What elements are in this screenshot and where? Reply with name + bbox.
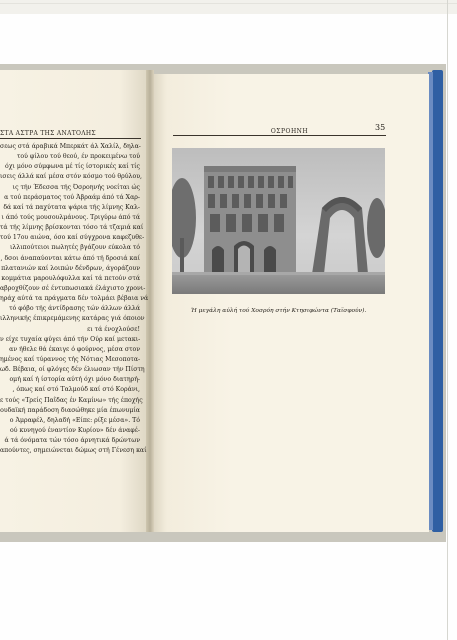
text-line: ηράχ αύτά τα πράγματα δέν τολμάει βέβαια νά xyxy=(0,295,149,303)
text-line: ά τά όνόματα τών τόσο άρνητικά δρώντων xyxy=(4,437,140,445)
text-line: ε τούς «Τρείς Παΐδας έν Καμίνω» τής έποχής xyxy=(0,396,143,404)
left-header-rule xyxy=(0,138,141,139)
text-line: ουδαϊκή παράδοση διασώθηκε μία έπωνυμία xyxy=(0,406,140,414)
scan-right-rule xyxy=(447,0,448,640)
text-line: τού φίλου τού θεού, έν προκειμένω τού xyxy=(16,153,140,161)
text-line: ι άπό τούς μουσουλμάνους. Τριγύρω άπό τά xyxy=(1,213,140,221)
text-line: ιλλιπούτειοι πωλητές βγάζουν εύκολα τό xyxy=(9,244,140,252)
text-line: τού 17ου αιώνα, όσο καί σύγχρονα καφεζυθε- xyxy=(0,234,145,242)
text-line: ιλληνικής έπικρεμάμενης κατάρας γιά όποιον xyxy=(0,315,145,323)
scan-top-rule xyxy=(0,3,457,4)
text-line: ισεις άλλά καί μέσα στόν κόσμο τού θρύλου, xyxy=(0,173,142,181)
left-running-head: ΣΤΑ ΑΣΤΡΑ ΤΗΣ ΑΝΑΤΟΛΗΣ xyxy=(0,130,96,137)
text-line: ομή καί ή ίστορία αύτή όχι μόνο διατηρή- xyxy=(9,376,140,384)
ruined-arch-gate-photo xyxy=(172,148,385,294)
text-line: αν ήθελε θά έκαιγε ό φούρνος, μέσα στον xyxy=(9,345,140,353)
text-line: ημένος καί τύραννος τής Νότιας Μεσοποτα- xyxy=(0,355,141,363)
text-line: τό φόβο τής άντίδρασης τών άλλων άλλά xyxy=(9,305,140,313)
text-line: σεως στά άραβικά Μπερκάτ άλ Χαλίλ, δηλα- xyxy=(0,143,141,150)
page-number: 35 xyxy=(375,123,386,132)
text-line: όχι μόνο σύμφωνα μέ τίς ίστορικές καί τίς xyxy=(5,163,140,171)
book-spine xyxy=(432,70,443,532)
text-line: ωδ. Βέβαια, οί φλόγες δέν έλιωσαν τήν Πίστη xyxy=(0,366,145,374)
right-running-head: ΟΣΡΟΗΝΗ xyxy=(270,128,309,135)
text-line: ού κυνηγού έναντίον Κυρίου» δέν άναφέ- xyxy=(9,426,140,434)
photo-caption: Ή μεγάλη αύλή τού Χοσρόη στήν Κτησιφώντα (Ταϊσφούν). xyxy=(190,308,367,314)
left-page-text xyxy=(0,142,150,456)
text-line: αβροχθίζουν σέ έντυπωσιακά έλάχιστο χρονι- xyxy=(0,284,146,292)
text-line: , όπως καί στό Ταλμούδ καί στό Κοράνι, xyxy=(12,386,140,394)
text-line: ις τήν Έδεσσα τής Όσροηνής νοείται ώς xyxy=(12,183,140,191)
right-page xyxy=(150,74,429,532)
text-line: , δσοι άναπαύονται κάτω άπό τή δροσιά καί xyxy=(0,254,140,262)
text-line: κομμάτια μαρουλόφυλλα καί τά πετούν στά xyxy=(1,274,140,282)
right-header-rule xyxy=(173,135,386,136)
text-line: ει τά ένοχλούσε! xyxy=(87,325,140,333)
text-line: τά τής λίμνης βρίσκονται τόσο τά τζαμιά καί xyxy=(0,224,144,232)
text-line: ν είχε τυχαία φύγει άπό τήν Ούρ καί μετακι- xyxy=(0,335,141,343)
text-line: πλατανιών καί λοιπών δένδρων, άγοράζουν xyxy=(1,264,140,272)
photo-illustration xyxy=(172,148,385,294)
text-line: α τού περάσματος τού Άβραάμ άπό τά Χαρ- xyxy=(4,193,140,201)
text-line: ο Άμραφέλ, δηλαδή «Είπε: ρίξε μέσα». Τό xyxy=(9,416,140,424)
text-line: δά καί τά παχύτατα ψάρια τής λίμνης Καλ- xyxy=(3,203,140,211)
text-line: απούντες, σημειώνεται δώμως στή Γένεση καί xyxy=(0,447,147,455)
